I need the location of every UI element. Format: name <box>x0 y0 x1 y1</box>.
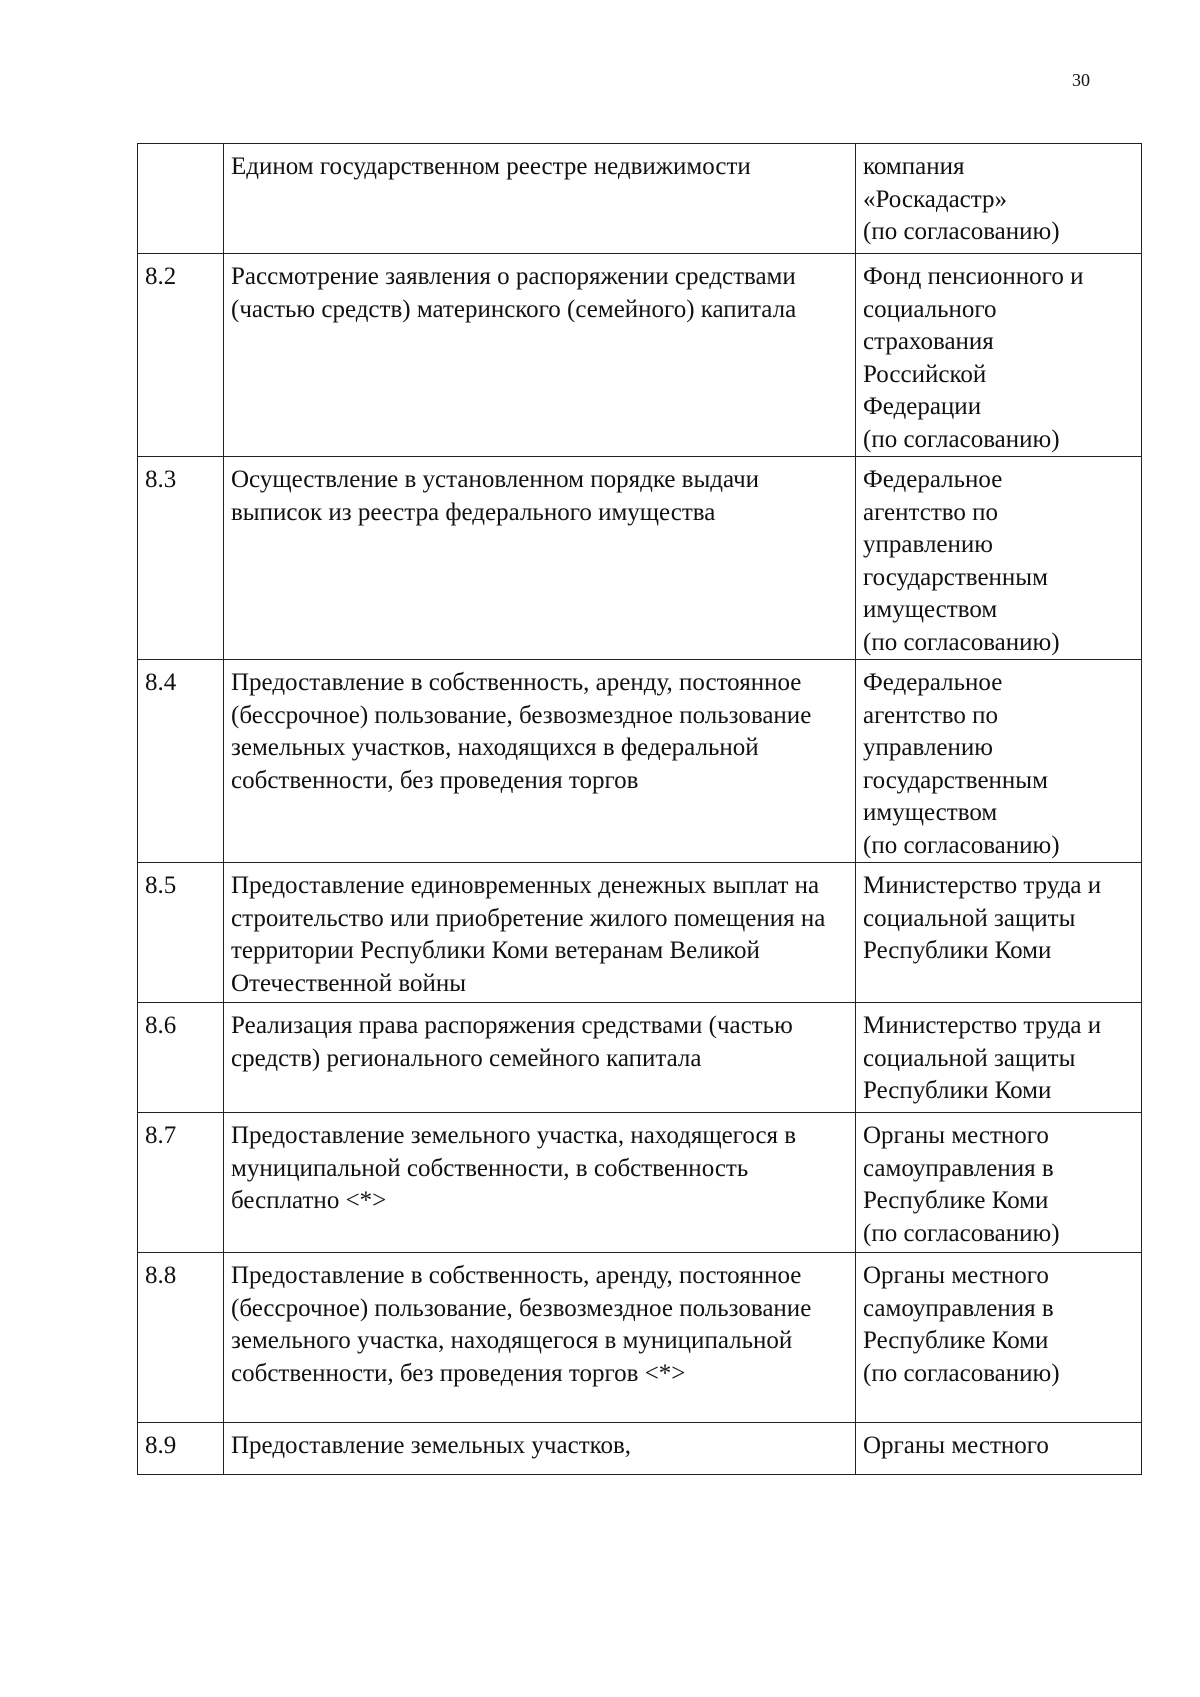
service-name: Предоставление единовременных денежных выплат на строительство или приобретение жилого помещения на территории Республики Коми ветеранам Великой Отечественной войны <box>224 863 856 1003</box>
service-name: Предоставление земельного участка, находящегося в муниципальной собственности, в собственность бесплатно <*> <box>224 1113 856 1253</box>
row-number: 8.6 <box>138 1003 224 1113</box>
row-number: 8.5 <box>138 863 224 1003</box>
responsible-agency: Федеральное агентство по управлению государственным имуществом (по согласованию) <box>856 660 1142 863</box>
row-number: 8.4 <box>138 660 224 863</box>
service-name: Предоставление земельных участков, <box>224 1423 856 1475</box>
table-row <box>138 1003 1142 1113</box>
row-number <box>138 144 224 254</box>
table-row <box>138 660 1142 863</box>
table-row <box>138 457 1142 660</box>
responsible-agency: Органы местного <box>856 1423 1142 1475</box>
responsible-agency: Фонд пенсионного и социального страхования Российской Федерации (по согласованию) <box>856 254 1142 457</box>
service-name: Предоставление в собственность, аренду, постоянное (бессрочное) пользование, безвозмездное пользование земельного участка, находящегося в муниципальной собственности, без проведения торгов <*> <box>224 1253 856 1423</box>
table-row <box>138 1113 1142 1253</box>
responsible-agency: Органы местного самоуправления в Республике Коми (по согласованию) <box>856 1113 1142 1253</box>
row-number: 8.3 <box>138 457 224 660</box>
service-name: Предоставление в собственность, аренду, постоянное (бессрочное) пользование, безвозмездное пользование земельных участков, находящихся в федеральной собственности, без проведения торгов <box>224 660 856 863</box>
row-number: 8.8 <box>138 1253 224 1423</box>
service-name: Рассмотрение заявления о распоряжении средствами (частью средств) материнского (семейного) капитала <box>224 254 856 457</box>
responsible-agency: Органы местного самоуправления в Республике Коми (по согласованию) <box>856 1253 1142 1423</box>
service-name: Осуществление в установленном порядке выдачи выписок из реестра федерального имущества <box>224 457 856 660</box>
service-name: Реализация права распоряжения средствами (частью средств) регионального семейного капитала <box>224 1003 856 1113</box>
page-number: 30 <box>1072 70 1090 90</box>
table-row <box>138 1423 1142 1475</box>
services-table <box>137 143 1142 1475</box>
row-number: 8.9 <box>138 1423 224 1475</box>
table-row <box>138 254 1142 457</box>
responsible-agency: Министерство труда и социальной защиты Республики Коми <box>856 863 1142 1003</box>
row-number: 8.2 <box>138 254 224 457</box>
table-row <box>138 863 1142 1003</box>
row-number: 8.7 <box>138 1113 224 1253</box>
responsible-agency: Федеральное агентство по управлению государственным имуществом (по согласованию) <box>856 457 1142 660</box>
responsible-agency: Министерство труда и социальной защиты Республики Коми <box>856 1003 1142 1113</box>
table-row <box>138 1253 1142 1423</box>
service-name: Едином государственном реестре недвижимости <box>224 144 856 254</box>
table-row <box>138 144 1142 254</box>
responsible-agency: компания «Роскадастр» (по согласованию) <box>856 144 1142 254</box>
